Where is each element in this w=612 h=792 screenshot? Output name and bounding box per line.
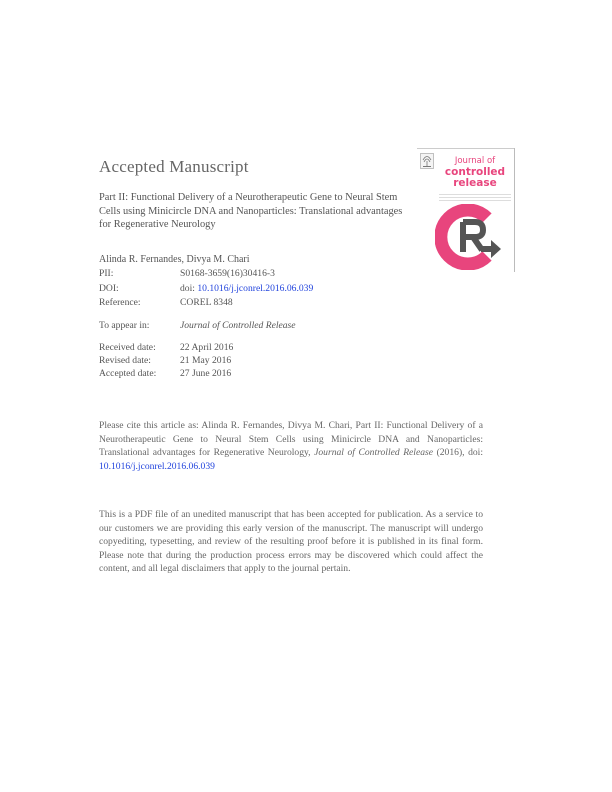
revised-value: 21 May 2016 bbox=[180, 355, 232, 366]
reference-value: COREL 8348 bbox=[180, 297, 233, 308]
citation-journal: Journal of Controlled Release bbox=[314, 447, 434, 459]
cover-fine-print-line bbox=[439, 194, 511, 195]
pii-label: PII: bbox=[99, 268, 114, 279]
cover-journal-title bbox=[437, 156, 513, 189]
cover-fine-print-line bbox=[439, 197, 511, 198]
appear-value: Journal of Controlled Release bbox=[180, 320, 296, 331]
accepted-value: 27 June 2016 bbox=[180, 368, 232, 379]
journal-cover bbox=[417, 148, 515, 272]
citation-intro: Please cite this article as: Alinda R. Fernandes, Divya M. Chari, Part II: Functional Delivery of a Neurotherapeutic Gene to Neural Stem Cells using Minicircle DNA and Nanoparticles: Translational advantages for Regenerative Neurology, bbox=[99, 420, 483, 459]
doi-value-line bbox=[180, 283, 313, 294]
article-title: Part II: Functional Delivery of a Neurotherapeutic Gene to Neural Stem Cells using Minicircle DNA and Nanoparticles: Translational advantages for Regenerative Neurology bbox=[99, 192, 403, 231]
doi-prefix: doi: bbox=[180, 283, 195, 294]
doi-label: DOI: bbox=[99, 283, 119, 294]
received-label: Received date: bbox=[99, 342, 156, 353]
received-value: 22 April 2016 bbox=[180, 342, 234, 353]
doi-link[interactable]: 10.1016/j.jconrel.2016.06.039 bbox=[197, 283, 314, 294]
citation-year: (2016), bbox=[436, 447, 465, 459]
citation-doi-link[interactable]: 10.1016/j.jconrel.2016.06.039 bbox=[99, 460, 215, 472]
cover-journal-line3: release bbox=[453, 177, 497, 189]
page-heading: Accepted Manuscript bbox=[99, 157, 249, 176]
appear-label: To appear in: bbox=[99, 320, 150, 331]
cover-journal-line2: controlled bbox=[444, 166, 506, 178]
elsevier-tree-icon bbox=[420, 153, 434, 169]
cover-top-rule bbox=[417, 148, 515, 149]
cover-journal-line1: Journal of bbox=[454, 156, 496, 166]
cover-fine-print-line bbox=[439, 200, 511, 201]
revised-label: Revised date: bbox=[99, 355, 151, 366]
accepted-label: Accepted date: bbox=[99, 368, 157, 379]
article-authors: Alinda R. Fernandes, Divya M. Chari bbox=[99, 254, 250, 265]
controlled-release-cr-logo-icon bbox=[435, 204, 507, 270]
pii-value: S0168-3659(16)30416-3 bbox=[180, 268, 275, 279]
cover-right-rule bbox=[514, 148, 515, 272]
reference-label: Reference: bbox=[99, 297, 141, 308]
citation-paragraph bbox=[99, 419, 483, 473]
disclaimer-paragraph: This is a PDF file of an unedited manuscript that has been accepted for publication. As a service to our customers we are providing this early version of the manuscript. The manuscript will undergo copyediting, typesetting, and review of the resulting proof before it is published in its final form. Please note that during the production process errors may be discovered which could affect the content, and all legal disclaimers that apply to the journal pertain. bbox=[99, 509, 483, 575]
citation-doi-prefix: doi: bbox=[468, 447, 484, 459]
